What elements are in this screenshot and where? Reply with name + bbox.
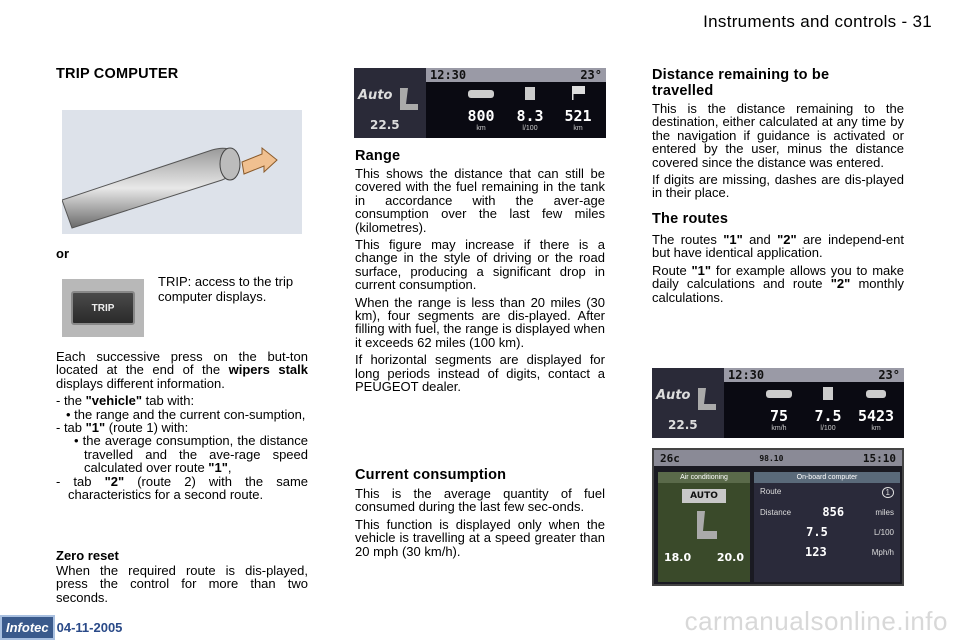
temperature-readout: 18.0 20.0 xyxy=(664,551,744,564)
routes-heading: The routes xyxy=(652,211,729,227)
paragraph: The routes "1" and "2" are independ-ent but have identical application. xyxy=(652,232,904,261)
trip-button-label: TRIP xyxy=(71,291,135,325)
auto-mode-badge: AUTO xyxy=(682,489,726,503)
consumption-row: 7.5 L/100 xyxy=(806,525,894,539)
paragraph: This is the distance remaining to the destination, either calculated at any time by the navigation if guidance is activated or entered by the user, minus the distance covered since the distance was entered. xyxy=(652,101,904,170)
list-item: - tab "2" (route 2) with the same characteristics for a second route. xyxy=(56,473,309,503)
routes-text xyxy=(652,233,904,308)
seat-icon xyxy=(692,386,718,416)
value: 7.5 xyxy=(814,407,842,425)
speed-value-block xyxy=(756,384,802,432)
onboard-computer-screen xyxy=(652,448,904,586)
paragraph: This figure may increase if there is a change in the style of driving or the road surface, producing a significant drop in current consumption. xyxy=(355,237,605,293)
screen-values xyxy=(458,84,600,132)
value: 8.3 xyxy=(516,107,544,125)
range-display-screen xyxy=(354,68,606,138)
value: 5423 xyxy=(857,407,895,425)
distance-value-block xyxy=(556,84,600,132)
footer-date: 04-11-2005 xyxy=(56,619,123,635)
value: 800 xyxy=(467,107,495,125)
column-1-text xyxy=(56,350,308,501)
zero-reset-text: When the required route is dis-played, press the control for more than two seconds. xyxy=(56,563,308,605)
unit: l/100 xyxy=(522,125,538,132)
infotec-logo: Infotec xyxy=(0,615,55,640)
seat-icon xyxy=(394,86,420,116)
climate-panel xyxy=(652,368,724,438)
consumption-value-block xyxy=(808,384,848,432)
trip-computer-heading: TRIP COMPUTER xyxy=(56,66,179,82)
speed-row: 123 Mph/h xyxy=(805,545,894,559)
wiper-stalk-illustration xyxy=(62,110,302,234)
fuel-pump-icon xyxy=(520,84,540,102)
screen-status-bar: 12:30 23° xyxy=(426,68,606,82)
panel-title: Air conditioning xyxy=(658,472,750,483)
on-board-computer-panel xyxy=(754,472,900,582)
unit: km xyxy=(476,125,486,132)
list-item: - tab "1" (route 1) with: xyxy=(56,420,189,436)
climate-temp: 22.5 xyxy=(668,418,698,432)
zero-reset-heading: Zero reset xyxy=(56,548,119,563)
value: 75 xyxy=(769,407,789,425)
climate-panel xyxy=(354,68,426,138)
paragraph: If digits are missing, dashes are dis-played in their place. xyxy=(652,172,904,201)
or-label: or xyxy=(56,246,69,261)
climate-mode: Auto xyxy=(656,388,691,403)
paragraph: If horizontal segments are displayed for long periods instead of digits, contact a PEUGEOT dealer. xyxy=(355,352,605,395)
list-item: - the "vehicle" tab with: xyxy=(56,393,195,409)
range-text xyxy=(355,167,605,398)
trip-caption: TRIP: access to the trip computer displays. xyxy=(158,274,294,304)
screen-values xyxy=(756,384,898,432)
car-icon xyxy=(764,384,794,402)
unit: km xyxy=(573,125,583,132)
car-distance-icon xyxy=(864,384,888,402)
panel-title: On-board computer xyxy=(754,472,900,483)
screen-status-bar: 26c 98.10 15:10 xyxy=(654,450,902,466)
current-consumption-heading: Current consumption xyxy=(355,467,507,483)
climate-temp: 22.5 xyxy=(370,118,400,132)
screen-status-bar: 12:30 23° xyxy=(724,368,904,382)
climate-mode: Auto xyxy=(358,88,393,103)
fuel-pump-icon xyxy=(818,384,838,402)
intro-paragraph: Each successive press on the but-ton located at the end of the wipers stalk displays different information. xyxy=(56,349,308,391)
tab-list xyxy=(56,394,308,501)
page-header: Instruments and controls - 31 xyxy=(703,12,932,31)
list-item: • the average consumption, the distance travelled and the ave-rage speed calculated over route "1", xyxy=(74,433,308,476)
route-display-screen xyxy=(652,368,904,438)
list-item: • the range and the current con-sumption, xyxy=(66,406,306,422)
unit: l/100 xyxy=(820,425,836,432)
route-row: Route 1 xyxy=(754,483,900,502)
paragraph: This shows the distance that can still be covered with the fuel remaining in the tank in accordance with the aver-age consumption over the last few miles (kilometres). xyxy=(355,166,605,235)
footer xyxy=(0,614,122,640)
flag-icon xyxy=(568,84,588,102)
watermark: carmanualsonline.info xyxy=(684,606,948,636)
trip-button-image xyxy=(62,279,144,337)
distance-row: Distance 856 miles xyxy=(760,505,894,519)
current-consumption-text xyxy=(355,487,605,562)
distance-remaining-text xyxy=(652,102,904,204)
distance-value-block xyxy=(854,384,898,432)
paragraph: Route "1" for example allows you to make daily calculations and route "2" monthly calculations. xyxy=(652,262,904,305)
car-icon xyxy=(466,84,496,102)
paragraph: This is the average quantity of fuel consumed during the last few sec-onds. xyxy=(355,486,605,515)
range-heading: Range xyxy=(355,148,401,164)
paragraph: This function is displayed only when the vehicle is travelling at a speed greater than 20 mph (30 km/h). xyxy=(355,516,605,559)
air-conditioning-panel xyxy=(658,472,750,582)
unit: km/h xyxy=(771,425,787,432)
paragraph: When the range is less than 20 miles (30 km), four segments are dis-played. After filling with fuel, the range is displayed when it exceeds 62 miles (100 km). xyxy=(355,294,605,350)
consumption-value-block xyxy=(510,84,550,132)
range-value-block xyxy=(458,84,504,132)
value: 521 xyxy=(564,107,592,125)
distance-remaining-heading: Distance remaining to be travelled xyxy=(652,67,830,99)
seat-icon xyxy=(689,509,719,545)
unit: km xyxy=(871,425,881,432)
